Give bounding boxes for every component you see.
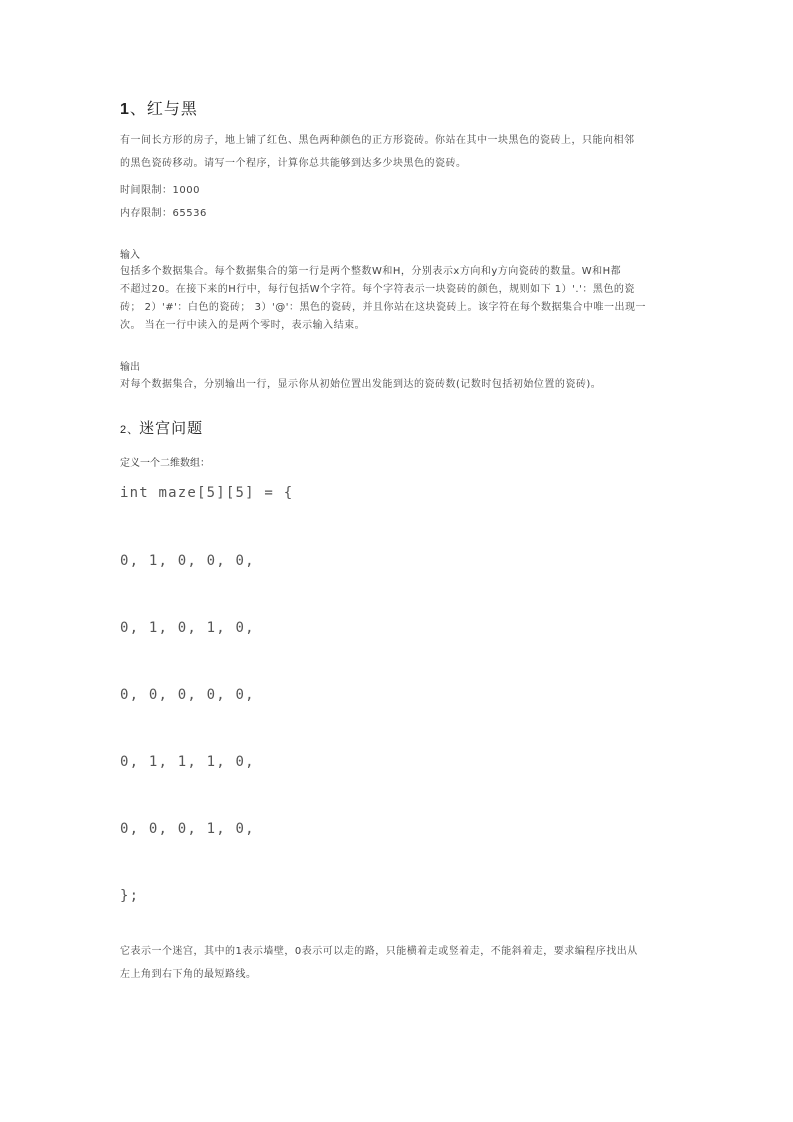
time-limit: 时间限制：1000 bbox=[120, 185, 200, 196]
input-desc-line: 砖； 2）'#'：白色的瓷砖； 3）'@'：黑色的瓷砖，并且你站在这块瓷砖上。该字符在每个数据集合中唯一出现一 bbox=[120, 302, 646, 313]
memory-limit: 内存限制：65536 bbox=[120, 207, 207, 219]
input-description bbox=[120, 263, 680, 335]
section1-number: 1 bbox=[120, 101, 130, 118]
maze-row: 0, 1, 0, 1, 0, bbox=[120, 620, 255, 636]
section1-title: 、红与黑 bbox=[129, 99, 198, 118]
define-text: 定义一个二维数组： bbox=[120, 458, 210, 469]
maze-row: 0, 1, 0, 0, 0, bbox=[120, 553, 255, 569]
input-desc-line: 不超过20。在接下来的H行中，每行包括W个字符。每个字符表示一块瓷砖的颜色，规则如下 1）'.'：黑色的瓷 bbox=[120, 284, 635, 295]
code-declaration: int maze[5][5] = { bbox=[120, 485, 294, 501]
output-description: 对每个数据集合，分别输出一行，显示你从初始位置出发能到达的瓷砖数(记数时包括初始位置的瓷砖)。 bbox=[120, 379, 602, 390]
section2-desc-line: 它表示一个迷宫，其中的1表示墙壁，0表示可以走的路，只能横着走或竖着走，不能斜着走，要求编程序找出从 bbox=[120, 946, 638, 957]
section2-title: 迷宫问题 bbox=[139, 419, 204, 437]
input-label: 输入 bbox=[120, 250, 140, 261]
output-label: 输出 bbox=[120, 362, 140, 373]
maze-row: 0, 0, 0, 1, 0, bbox=[120, 821, 255, 837]
section2-description bbox=[120, 941, 680, 986]
limits-block bbox=[120, 180, 680, 225]
input-desc-line: 包括多个数据集合。每个数据集合的第一行是两个整数W和H，分别表示x方向和y方向瓷砖的数量。W和H都 bbox=[120, 266, 622, 277]
section2-heading bbox=[120, 417, 203, 438]
section1-desc-line: 有一间长方形的房子，地上铺了红色、黑色两种颜色的正方形瓷砖。你站在其中一块黑色的瓷砖上，只能向相邻 bbox=[120, 135, 635, 146]
maze-row: 0, 1, 1, 1, 0, bbox=[120, 754, 255, 770]
maze-row: 0, 0, 0, 0, 0, bbox=[120, 687, 255, 703]
section1-desc-line: 的黑色瓷砖移动。请写一个程序，计算你总共能够到达多少块黑色的瓷砖。 bbox=[120, 157, 467, 169]
section2-desc-line: 左上角到右下角的最短路线。 bbox=[120, 968, 257, 980]
section2-number: 2、 bbox=[120, 424, 140, 436]
section1-description bbox=[120, 130, 680, 175]
section1-heading bbox=[120, 96, 198, 119]
input-desc-line: 次。 当在一行中读入的是两个零时，表示输入结束。 bbox=[120, 320, 366, 331]
code-end: }; bbox=[120, 888, 140, 904]
